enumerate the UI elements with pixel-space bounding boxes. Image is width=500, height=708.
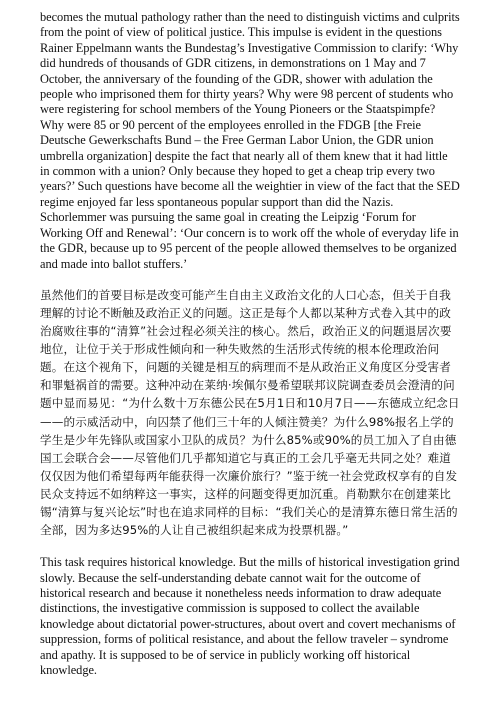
english-paragraph-2: This task requires historical knowledge. But the mills of historical investigation grind slowly. Because the self-understanding debate cannot wait for the outcome of historical research and because it nonetheless needs information to draw adequate distinctions, the investigative commission is supposed to collect the available knowledge about dictatorial power-structures, about overt and covert mechanisms of suppression, forms of political resistance, and about the fellow traveler – syndrome and apathy. It is supposed to be of service in publicly working off historical knowledge. bbox=[40, 555, 460, 678]
chinese-paragraph: 虽然他们的首要目标是改变可能产生自由主义政治文化的人口心态，但关于自我理解的讨论不断触及政治正义的问题。这正是每个人都以某种方式卷入其中的政治腐败往事的“清算”社会过程必须关注的核心。然后，政治正义的问题退居次要地位，让位于关于形成性倾向和一种失败然的生活形式传统的根本伦理政治问题。在这个视角下，问题的关键是相互的病理而不是从政治正义角度区分受害者和罪魁祸首的需要。这种冲动在莱纳·埃佩尔曼希望联邦议院调查委员会澄清的问题中显而易见：“为什么数十万东德公民在5月1日和10月7日——东德成立纪念日——的示威活动中，向囚禁了他们三十年的人倾注赞美？为什么98%报名上学的学生是少年先锋队或国家小卫队的成员？为什么85%或90%的员工加入了自由德国工会联合会——尽管他们几乎都知道它与真正的工会几乎毫无共同之处？难道仅仅因为他们希望每两年能获得一次廉价旅行？”鉴于统一社会党政权享有的自发民众支持远不如纳粹这一事实，这样的问题变得更加沉重。肖勒默尔在创建莱比锡“清算与复兴论坛”时也在追求同样的目标：“我们关心的是清算东德日常生活的全部，因为多达95%的人让自己被组织起来成为投票机器。” bbox=[40, 287, 460, 538]
document-page bbox=[40, 10, 460, 678]
english-paragraph-1: becomes the mutual pathology rather than the need to distinguish victims and culprits from the point of view of political justice. This impulse is evident in the questions Rainer Eppelmann wants the Bundestag’s Investigative Commission to clarify: ‘Why did hundreds of thousands of GDR citizens, in demonstrations on 1 May and 7 October, the anniversary of the founding of the GDR, shower with adulation the people who imprisoned them for thirty years? Why were 98 percent of students who were registering for school members of the Young Pioneers or the Staatspimpfe? Why were 85 or 90 percent of the employees enrolled in the FDGB [the Freie Deutsche Gewerkschafts Bund – the Free German Labor Union, the GDR union umbrella organization] despite the fact that nearly all of them knew that it had little in common with a union? Only because they hoped to get a cheap trip every two years?’ Such questions have become all the weightier in view of the fact that the SED regime enjoyed far less spontaneous popular support than did the Nazis. Schorlemmer was pursuing the same goal in creating the Leipzig ‘Forum for Working Off and Renewal’: ‘Our concern is to work off the whole of everyday life in the GDR, because up to 95 percent of the people allowed themselves to be organized and made into ballot stuffers.’ bbox=[40, 10, 460, 271]
